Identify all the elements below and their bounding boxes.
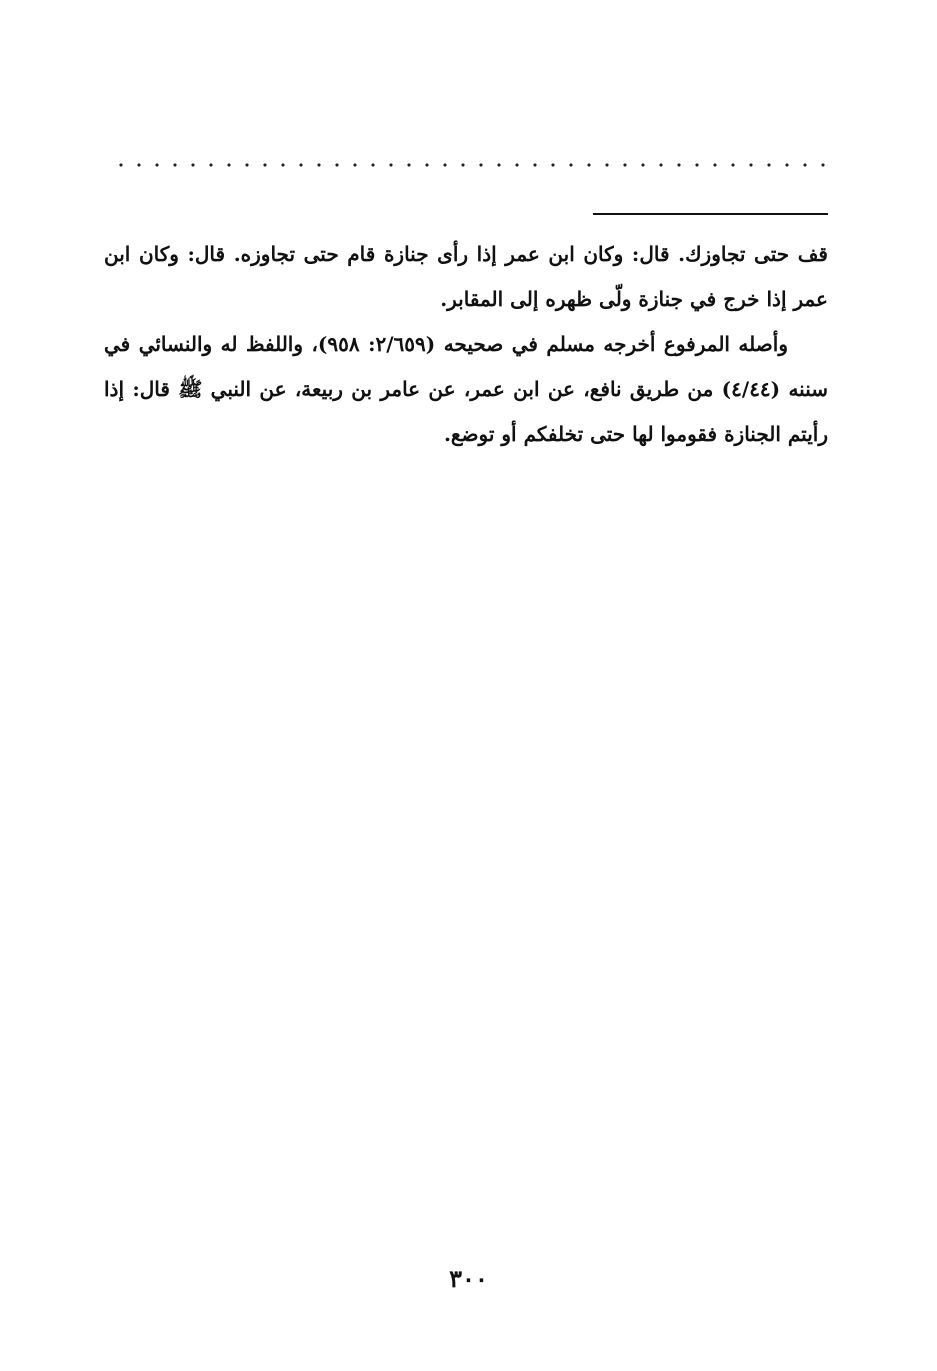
- footnote-rule: [593, 213, 828, 215]
- footnote-block: [104, 232, 828, 457]
- dotted-separator: [112, 158, 828, 172]
- footnote-paragraph-2: وأصله المرفوع أخرجه مسلم في صحيحه (٢/٦٥٩: ٩٥٨)، واللفظ له والنسائي في سننه (٤/٤٤) من طريق نافع، عن ابن عمر، عن عامر بن ربيعة، عن النبي ﷺ قال: إذا رأيتم الجنازة فقوموا لها حتى تخلفكم أو توضع.: [104, 332, 828, 446]
- page-number: ٣٠٠: [449, 1264, 488, 1293]
- footnote-paragraph-1: قف حتى تجاوزك. قال: وكان ابن عمر إذا رأى جنازة قام حتى تجاوزه. قال: وكان ابن عمر إذا خرج في جنازة ولّى ظهره إلى المقابر.: [104, 242, 828, 311]
